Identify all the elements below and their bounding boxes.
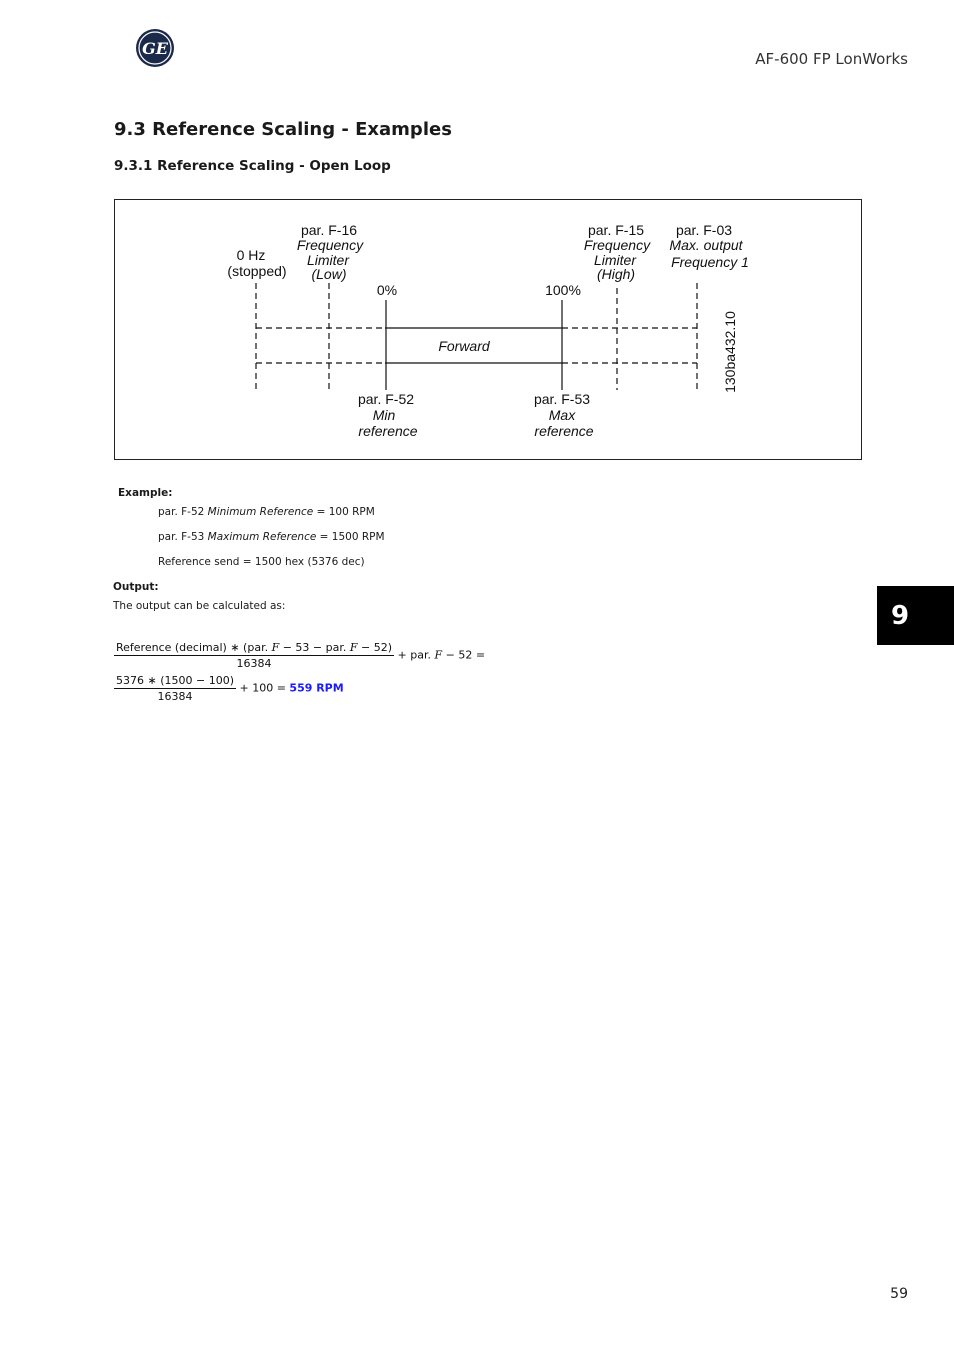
formula-worked: [114, 674, 344, 703]
label-f16-par: par. F-16: [300, 222, 358, 238]
label-forward: Forward: [438, 338, 490, 354]
label-f52-line1: Min: [372, 407, 396, 423]
ge-logo: [135, 28, 175, 68]
label-f52-par: par. F-52: [357, 391, 415, 407]
example-line-max-reference: [158, 531, 385, 543]
label-f15-line3: (High): [596, 266, 636, 282]
formula-general: [114, 641, 485, 670]
label-zero-hz: 0 Hz: [236, 247, 266, 263]
example-line1-param: Minimum Reference: [207, 506, 314, 518]
formula-result: 559 RPM: [289, 681, 344, 695]
example-line1-prefix: par. F-52: [158, 506, 208, 518]
example-line-reference-send: Reference send = 1500 hex (5376 dec): [158, 556, 365, 568]
label-hundred-percent: 100%: [545, 282, 581, 298]
example-label: Example:: [118, 487, 173, 499]
f1-num-a: Reference (decimal) ∗ (par.: [116, 641, 272, 654]
formula-general-denominator: 16384: [236, 657, 272, 670]
example-line2-prefix: par. F-53: [158, 531, 208, 543]
formula-worked-denominator: 16384: [157, 690, 193, 703]
label-f15-line1: Frequency: [583, 237, 651, 253]
document-title: AF-600 FP LonWorks: [755, 50, 908, 68]
drawing-id: 130ba432.10: [722, 311, 738, 393]
label-f52-line2: reference: [358, 423, 418, 439]
label-f53-line1: Max: [548, 407, 576, 423]
label-f53-line2: reference: [534, 423, 594, 439]
formula-worked-numerator: 5376 ∗ (1500 − 100): [116, 674, 234, 687]
f1-num-b: − 53 − par.: [279, 641, 350, 654]
page-number: 59: [890, 1286, 908, 1302]
example-line-min-reference: [158, 506, 375, 518]
label-f03-par: par. F-03: [675, 222, 733, 238]
output-intro: The output can be calculated as:: [113, 600, 286, 612]
f2-tail: + 100 =: [236, 681, 290, 695]
label-zero-percent: 0%: [376, 282, 398, 298]
example-line2-param: Maximum Reference: [207, 531, 317, 543]
f1-tail-var: F: [434, 648, 443, 662]
example-line2-value: = 1500 RPM: [316, 531, 385, 543]
example-line1-value: = 100 RPM: [313, 506, 375, 518]
logo-lettering: GE: [142, 39, 168, 58]
label-f03-line2: Frequency 1: [671, 254, 749, 270]
formula-general-numerator: [114, 641, 394, 656]
f1-num-c: − 52): [357, 641, 393, 654]
output-label: Output:: [113, 581, 159, 593]
label-f03-line1: Max. output: [669, 237, 743, 253]
chapter-tab: 9: [877, 586, 954, 645]
label-f15-line2: Limiter: [593, 252, 637, 268]
label-stopped: (stopped): [227, 263, 287, 279]
reference-scaling-diagram: [114, 199, 862, 460]
label-f16-line1: Frequency: [296, 237, 364, 253]
section-heading: 9.3 Reference Scaling - Examples: [114, 119, 452, 140]
f1-var2: F: [349, 641, 358, 654]
f1-tail-b: − 52 =: [442, 648, 486, 662]
f1-tail-a: + par.: [394, 648, 435, 662]
f1-var1: F: [271, 641, 280, 654]
subsection-heading: 9.3.1 Reference Scaling - Open Loop: [114, 158, 391, 174]
formula-general-fraction: [114, 641, 394, 670]
label-f53-par: par. F-53: [533, 391, 591, 407]
formula-worked-fraction: [114, 674, 236, 703]
label-f15-par: par. F-15: [587, 222, 645, 238]
label-f16-line3: (Low): [311, 266, 347, 282]
label-f16-line2: Limiter: [306, 252, 350, 268]
